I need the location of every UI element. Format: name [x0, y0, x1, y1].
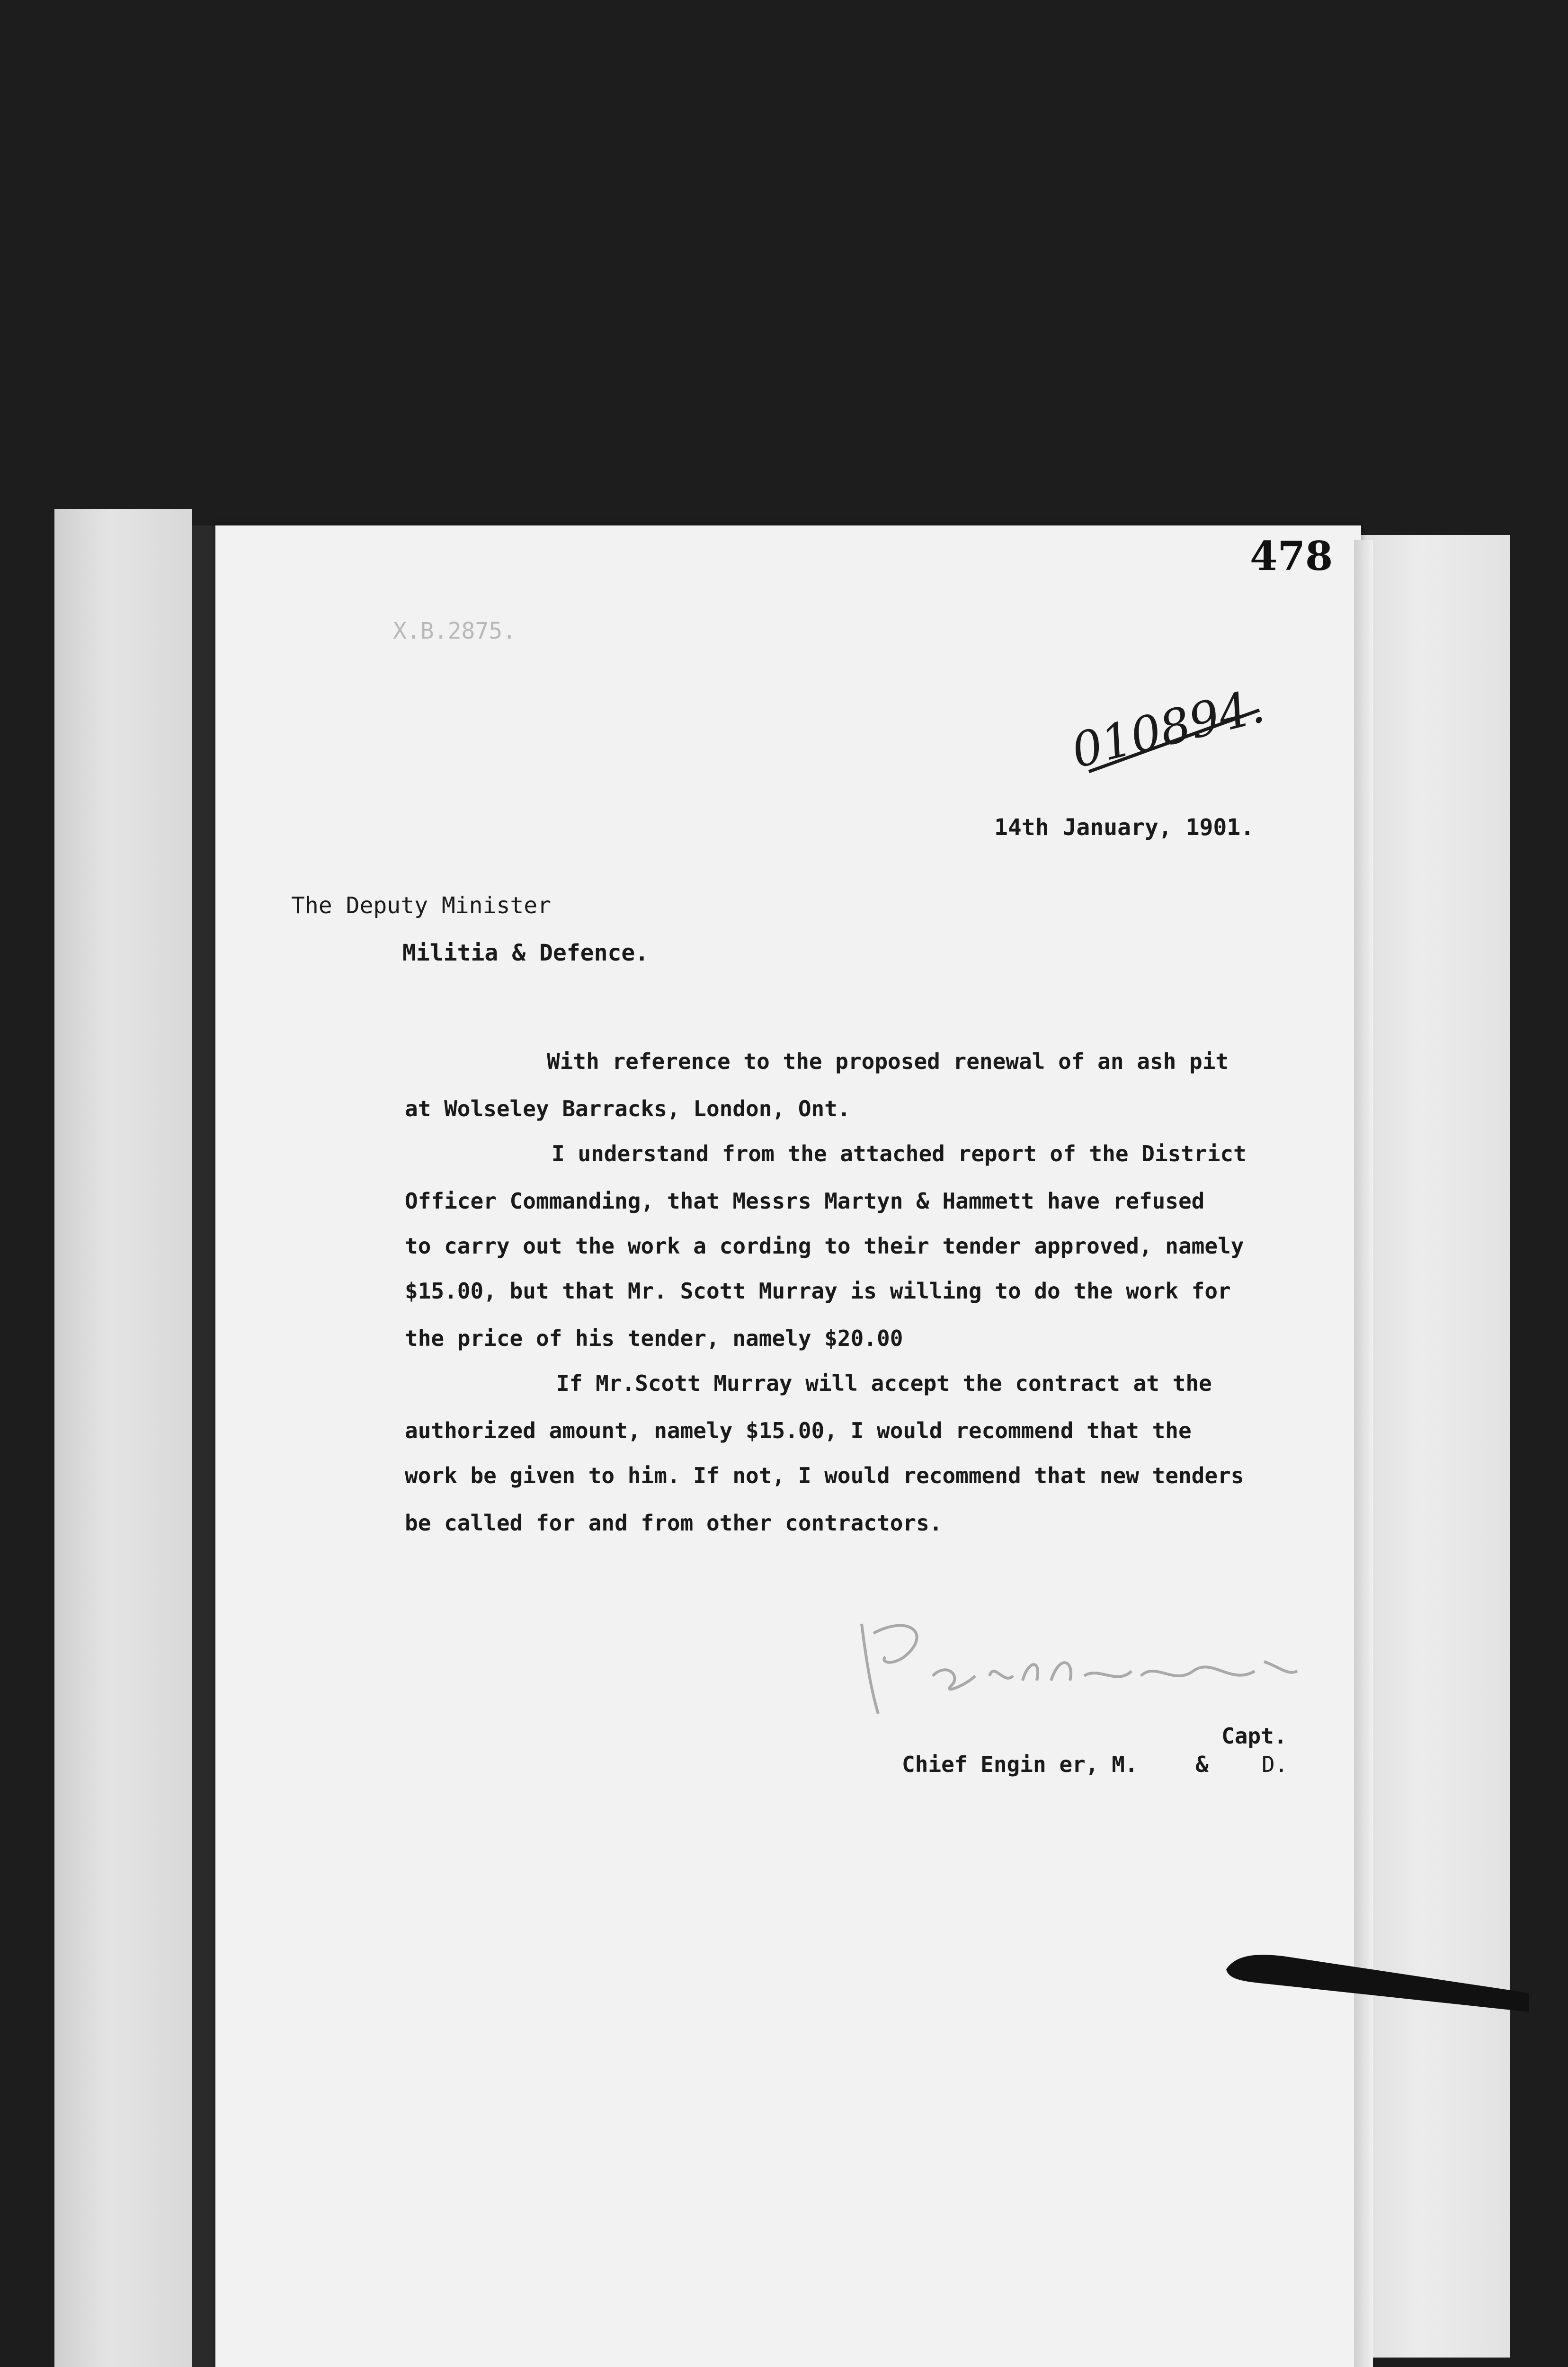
body-line: I understand from the attached report of the District	[552, 1141, 1247, 1166]
body-line: With reference to the proposed renewal of an ash pit	[547, 1049, 1229, 1074]
page-number: 478	[1250, 533, 1333, 579]
letter-page	[215, 525, 1361, 2367]
left-film-edge	[54, 509, 192, 2367]
body-line: work be given to him. If not, I would recommend that new tenders	[405, 1463, 1244, 1488]
letter-date: 14th January, 1901.	[994, 814, 1255, 841]
body-line: $15.00, but that Mr. Scott Murray is willing to do the work for	[405, 1278, 1231, 1304]
file-reference: X.B.2875.	[393, 618, 517, 644]
body-line: at Wolseley Barracks, London, Ont.	[405, 1096, 851, 1121]
signature	[852, 1605, 1307, 1718]
body-line: If Mr.Scott Murray will accept the contract at the	[556, 1370, 1212, 1396]
handwritten-underline	[1084, 705, 1264, 776]
closing-capt: Capt.	[1221, 1723, 1287, 1749]
body-line: authorized amount, namely $15.00, I would recommend that the	[405, 1418, 1192, 1443]
addressee-line2: Militia & Defence.	[402, 940, 649, 966]
closing-amp: &	[1195, 1752, 1209, 1777]
addressee-line1: The Deputy Minister	[291, 892, 552, 919]
pointer-stylus	[1226, 1950, 1529, 2012]
body-line: Officer Commanding, that Messrs Martyn & Hammett have refused	[405, 1188, 1205, 1214]
closing-title: Chief Engin er, M.	[902, 1752, 1138, 1777]
body-line: the price of his tender, namely $20.00	[405, 1326, 903, 1351]
body-line: be called for and from other contractors.	[405, 1510, 943, 1536]
handwritten-number: 010894.	[1066, 677, 1270, 779]
page-right-edge	[1354, 540, 1373, 2367]
body-line: to carry out the work a cording to their tender approved, namely	[405, 1233, 1244, 1259]
closing-d: D.	[1262, 1752, 1288, 1777]
